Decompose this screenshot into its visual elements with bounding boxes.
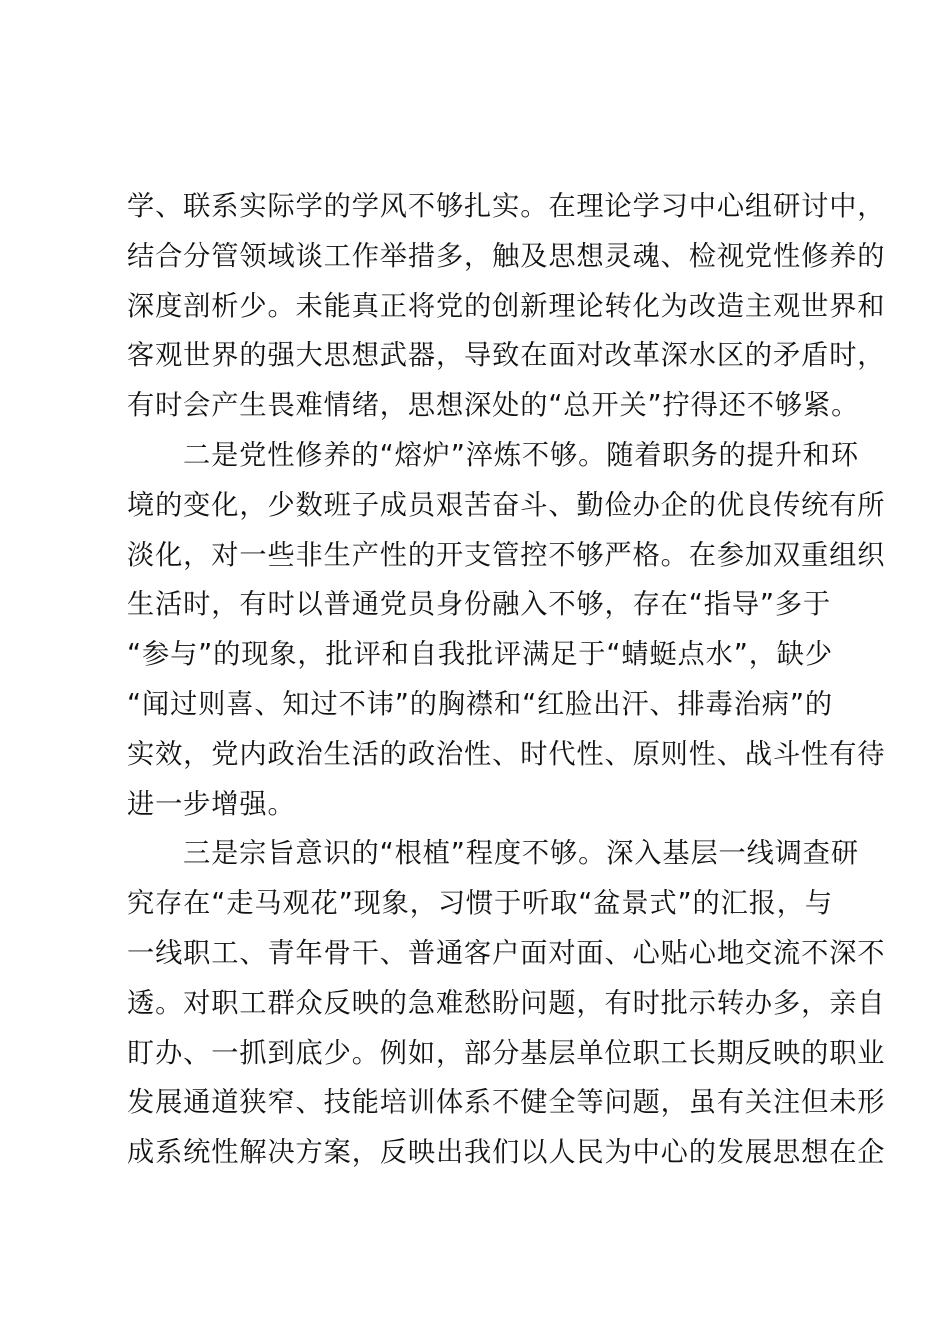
text-line: 成系统性解决方案，反映出我们以人民为中心的发展思想在企	[127, 1137, 886, 1169]
text-line: 进一步增强。	[127, 788, 296, 820]
text-line: 透。对职工群众反映的急难愁盼问题，有时批示转办多，亲自	[127, 987, 886, 1019]
document-page	[127, 182, 886, 1178]
text-line: 结合分管领域谈工作举措多，触及思想灵魂、检视党性修养的	[127, 240, 886, 272]
text-line: 客观世界的强大思想武器，导致在面对改革深水区的矛盾时，	[127, 340, 886, 372]
text-line: 境的变化，少数班子成员艰苦奋斗、勤俭办企的优良传统有所	[127, 489, 886, 521]
text-line: “闻过则喜、知过不讳”的胸襟和“红脸出汗、排毒治病”的	[127, 688, 833, 720]
paragraph-party-spirit	[127, 431, 886, 829]
text-line: 生活时，有时以普通党员身份融入不够，存在“指导”多于	[127, 589, 832, 621]
text-line: 实效，党内政治生活的政治性、时代性、原则性、战斗性有待	[127, 738, 886, 770]
text-line: 学、联系实际学的学风不够扎实。在理论学习中心组研讨中，	[127, 191, 886, 222]
text-line: 一线职工、青年骨干、普通客户面对面、心贴心地交流不深不	[127, 937, 886, 969]
paragraph-continuation	[127, 182, 886, 431]
text-line: 淡化，对一些非生产性的开支管控不够严格。在参加双重组织	[127, 539, 886, 571]
text-line: 深度剖析少。未能真正将党的创新理论转化为改造主观世界和	[127, 290, 886, 322]
text-line: 盯办、一抓到底少。例如，部分基层单位职工长期反映的职业	[127, 1037, 886, 1069]
text-line: 有时会产生畏难情绪，思想深处的“总开关”拧得还不够紧。	[127, 390, 860, 422]
paragraph-heading-line: 二是党性修养的“熔炉”淬炼不够。随着职务的提升和环	[183, 439, 859, 471]
text-line: 究存在“走马观花”现象，习惯于听取“盆景式”的汇报，与	[127, 888, 833, 920]
paragraph-purpose-awareness	[127, 829, 886, 1178]
paragraph-heading-line: 三是宗旨意识的“根植”程度不够。深入基层一线调查研	[183, 838, 859, 870]
text-line: “参与”的现象，批评和自我批评满足于“蜻蜓点水”，缺少	[127, 639, 833, 671]
text-line: 发展通道狭窄、技能培训体系不健全等问题，虽有关注但未形	[127, 1087, 886, 1119]
